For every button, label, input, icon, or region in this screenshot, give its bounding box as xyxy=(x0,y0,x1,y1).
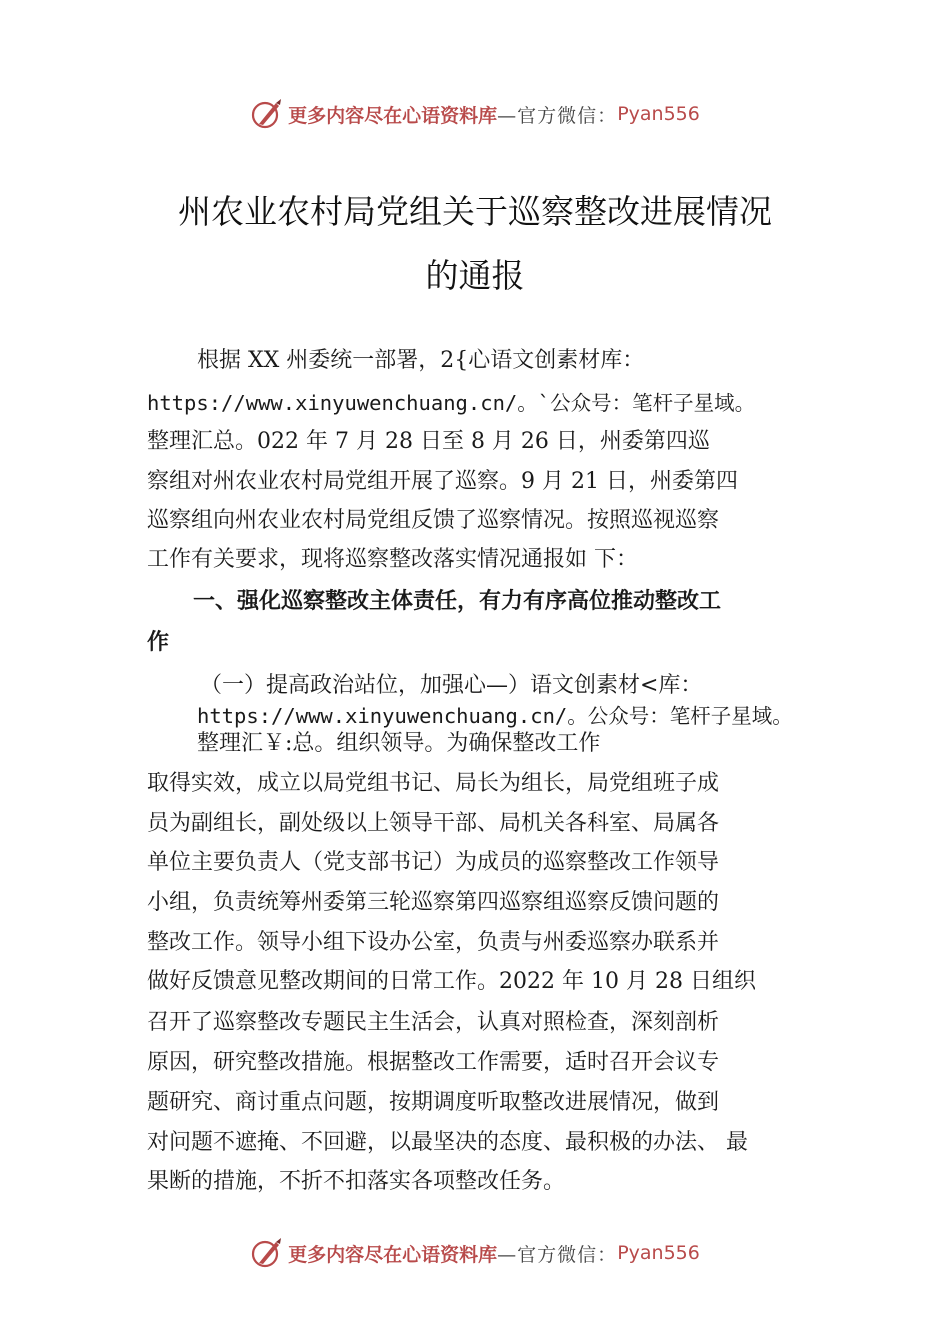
banner-wechat-label: —官方微信： xyxy=(497,1243,618,1266)
document-title-line-2: 的通报 xyxy=(425,256,525,295)
body-line-url: https://www.xinyuwenchuang.cn/。`公众号：笔杆子星域。 xyxy=(147,391,756,415)
body-line: 工作有关要求，现将巡察整改落实情况通报如 下： xyxy=(147,547,638,572)
body-line: 召开了巡察整改专题民主生活会，认真对照检查，深刻剖析 xyxy=(147,1010,720,1035)
header-banner xyxy=(0,94,950,134)
body-line: 小组，负责统筹州委第三轮巡察第四巡察组巡察反馈问题的 xyxy=(147,890,720,915)
body-line: 果断的措施，不折不扣落实各项整改任务。 xyxy=(147,1169,566,1194)
section-heading-1-continued: 作 xyxy=(147,630,170,655)
document-title-line-1: 州农业农村局党组关于巡察整改进展情况 xyxy=(178,192,772,231)
quill-pen-logo-icon xyxy=(250,1236,284,1270)
banner-wechat-label: —官方微信： xyxy=(497,104,618,127)
body-line: 对问题不遮掩、不回避，以最坚决的态度、最积极的办法、 最 xyxy=(147,1130,748,1155)
body-line: 题研究、商讨重点问题，按期调度听取整改进展情况，做到 xyxy=(147,1090,720,1115)
banner-library-text: 更多内容尽在心语资料库 xyxy=(288,1243,498,1266)
footer-banner xyxy=(0,1233,950,1273)
banner-wechat-id: Pyan556 xyxy=(617,103,700,125)
body-line: 做好反馈意见整改期间的日常工作。2022 年 10 月 28 日组织 xyxy=(147,969,756,994)
body-line: 整理汇￥:总。组织领导。为确保整改工作 xyxy=(197,731,601,756)
banner-library-text: 更多内容尽在心语资料库 xyxy=(288,104,498,127)
body-line: 整改工作。领导小组下设办公室，负责与州委巡察办联系并 xyxy=(147,930,720,955)
body-line: 员为副组长，副处级以上领导干部、局机关各科室、局属各 xyxy=(147,811,720,836)
body-line: 根据 XX 州委统一部署，2{心语文创素材库： xyxy=(197,348,645,373)
body-line: 原因，研究整改措施。根据整改工作需要，适时召开会议专 xyxy=(147,1050,720,1075)
body-line: 取得实效，成立以局党组书记、局长为组长，局党组班子成 xyxy=(147,771,720,796)
body-line: 整理汇总。022 年 7 月 28 日至 8 月 26 日，州委第四巡 xyxy=(147,429,710,454)
body-line: 单位主要负责人（党支部书记）为成员的巡察整改工作领导 xyxy=(147,850,720,875)
section-heading-1: 一、强化巡察整改主体责任，有力有序高位推动整改工 xyxy=(193,589,722,614)
quill-pen-logo-icon xyxy=(250,97,284,131)
banner-wechat-id: Pyan556 xyxy=(617,1242,700,1264)
body-line-url: https://www.xinyuwenchuang.cn/。公众号：笔杆子星域。 xyxy=(197,704,793,728)
body-line: （一）提高政治站位，加强心—）语文创素材<库： xyxy=(200,673,703,698)
body-line: 察组对州农业农村局党组开展了巡察。9 月 21 日，州委第四 xyxy=(147,469,738,494)
body-line: 巡察组向州农业农村局党组反馈了巡察情况。按照巡视巡察 xyxy=(147,508,720,533)
